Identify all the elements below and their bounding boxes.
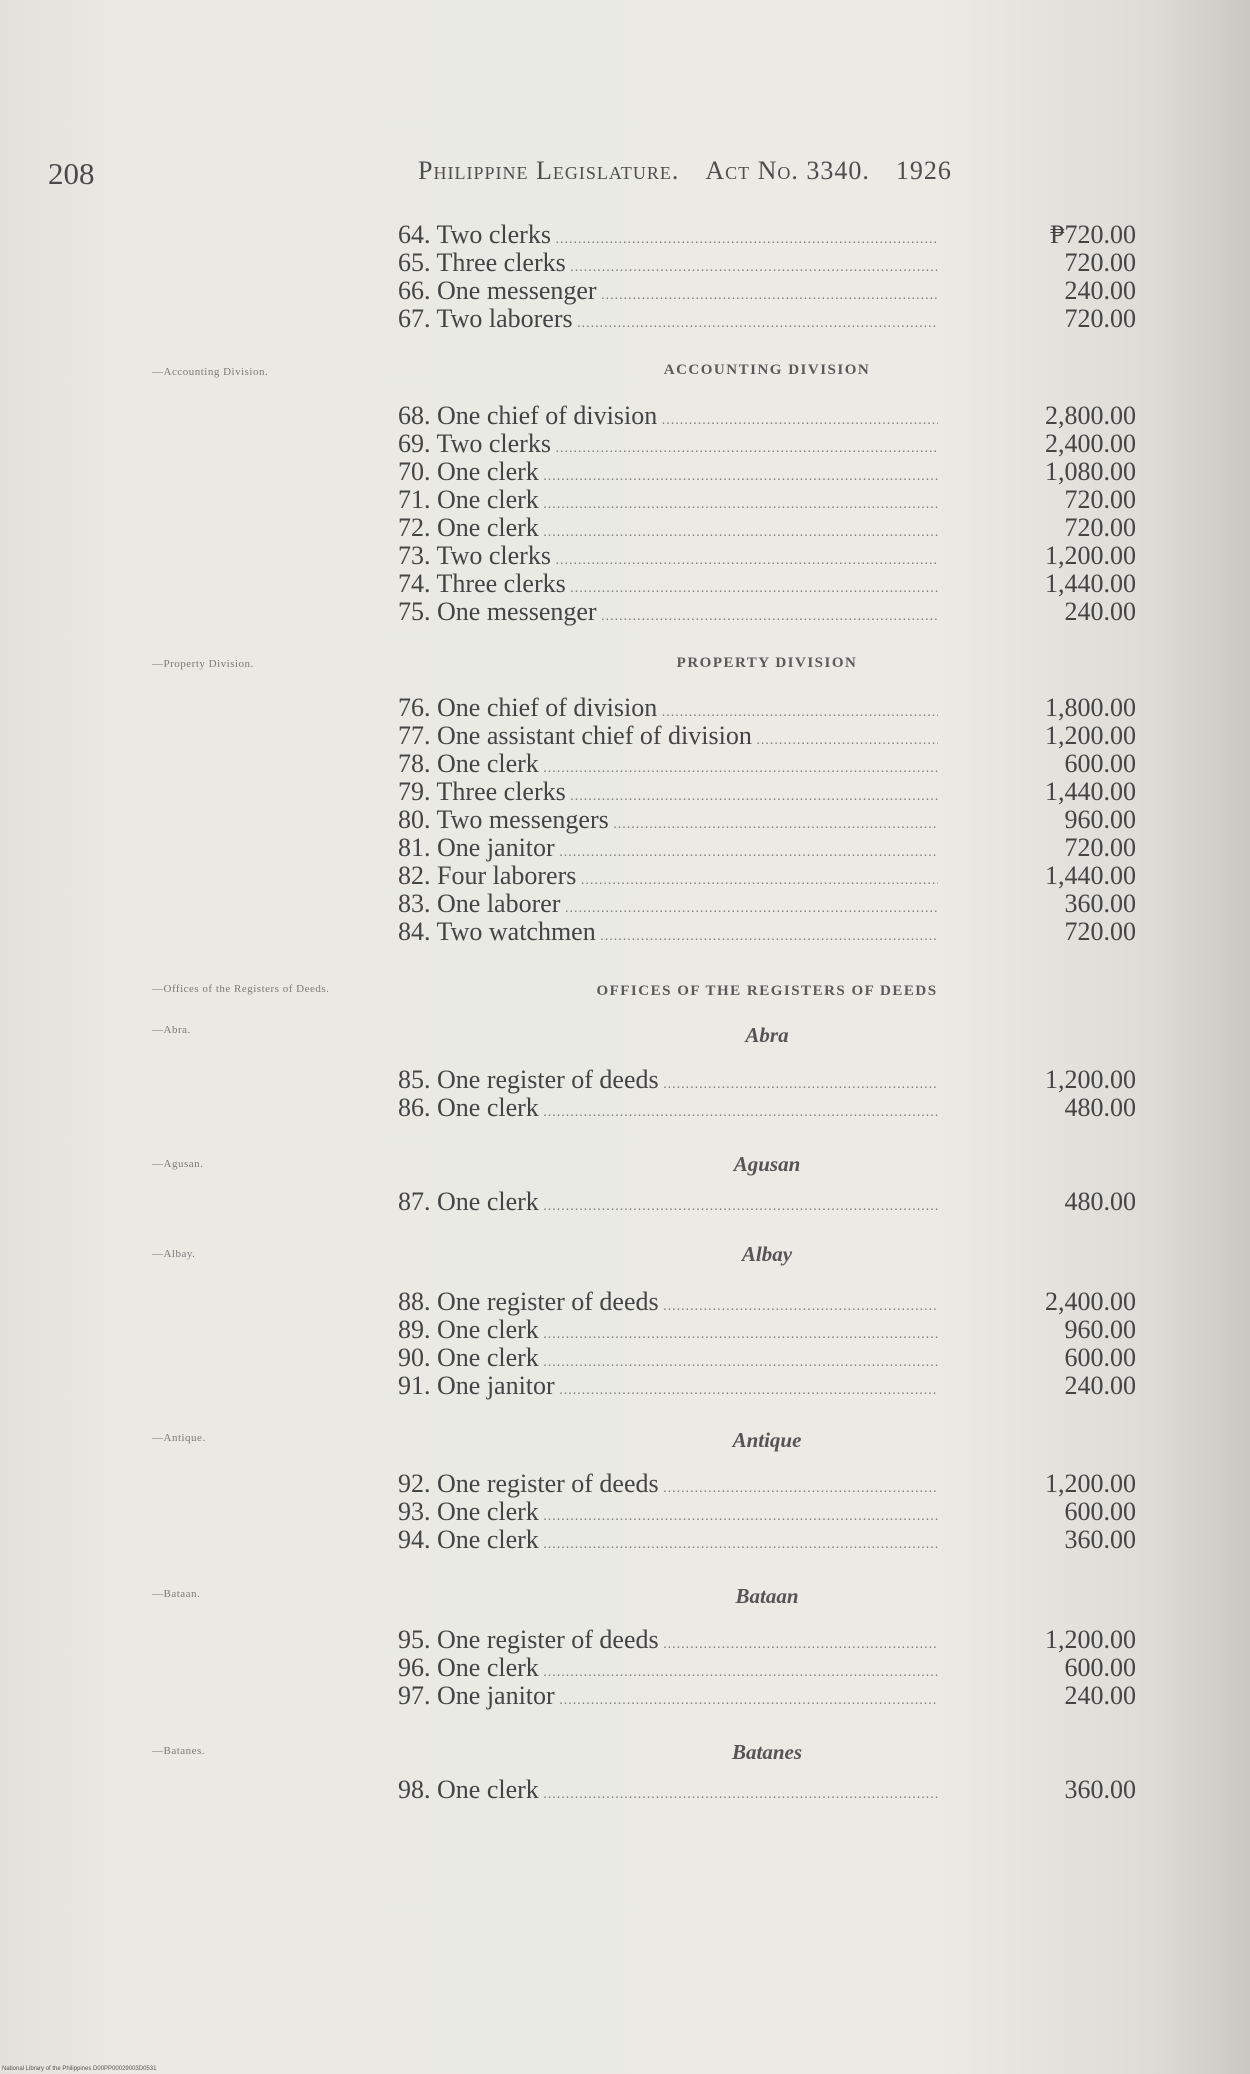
entry-amount: 600.00 [1064,1653,1136,1682]
entry-item: 75. One messenger ..... [398,598,938,631]
entry-item: 72. One clerk ..... [398,514,938,547]
entry-row [398,430,1136,458]
entry-item: 68. One chief of division ..... [398,402,938,435]
entry-item: 97. One janitor ..... [398,1682,938,1715]
entry-row [398,722,1136,750]
entry-row [398,750,1136,778]
entry-row [398,458,1136,486]
entry-row [398,1776,1136,1804]
entry-row [398,918,1136,946]
entry-item: 92. One register of deeds ..... [398,1470,938,1503]
entry-item: 66. One messenger ..... [398,277,938,310]
entry-amount: 2,400.00 [1045,1287,1136,1316]
heading-albay: Albay [741,1242,793,1266]
entry-amount: 600.00 [1064,749,1136,778]
entry-item: 73. Two clerks ..... [398,542,938,575]
entry-row [398,1626,1136,1654]
entry-item: 81. One janitor ..... [398,834,938,867]
entry-amount: 1,200.00 [1045,1065,1136,1094]
heading-abra: Abra [745,1023,789,1047]
entry-amount: 480.00 [1064,1093,1136,1122]
entry-row [398,778,1136,806]
entry-row [398,1094,1136,1122]
margin-note-agusan: —Agusan. [152,1158,204,1170]
entry-amount: 720.00 [1064,917,1136,946]
entry-amount: 240.00 [1064,597,1136,626]
entry-item: 93. One clerk ..... [398,1498,938,1531]
entry-item: 91. One janitor ..... [398,1372,938,1405]
entry-item: 65. Three clerks ..... [398,249,938,282]
margin-note-accounting: —Accounting Division. [152,366,269,378]
entry-row [398,834,1136,862]
entry-item: 67. Two laborers ..... [398,305,938,338]
heading-accounting-division: ACCOUNTING DIVISION [663,362,871,378]
margin-note-bataan: —Bataan. [152,1588,201,1600]
entry-row [398,542,1136,570]
heading-property-division: PROPERTY DIVISION [676,655,858,671]
entry-amount: 720.00 [1064,248,1136,277]
entry-item: 69. Two clerks ..... [398,430,938,463]
entry-item: 98. One clerk ..... [398,1776,938,1809]
entry-item: 76. One chief of division ..... [398,694,938,727]
heading-agusan: Agusan [733,1152,801,1176]
entry-row [398,1288,1136,1316]
entry-amount: 600.00 [1064,1343,1136,1372]
entry-amount: 1,200.00 [1045,1625,1136,1654]
act-number: Act No. 3340. [705,156,870,185]
margin-note-antique: —Antique. [152,1432,206,1444]
entry-item: 74. Three clerks ..... [398,570,938,603]
margin-note-abra: —Abra. [152,1024,191,1036]
entry-row [398,1066,1136,1094]
margin-note-albay: —Albay. [152,1248,196,1260]
entry-row [398,1498,1136,1526]
entry-amount: 1,440.00 [1045,777,1136,806]
entry-row [398,277,1136,305]
entry-item: 64. Two clerks ..... [398,221,938,254]
entry-item: 84. Two watchmen ..... [398,918,938,951]
entry-amount: 720.00 [1064,833,1136,862]
entry-item: 77. One assistant chief of division ..... [398,722,938,755]
running-head [418,156,952,186]
entry-row [398,1188,1136,1216]
entry-amount: 360.00 [1064,1525,1136,1554]
heading-bataan: Bataan [735,1584,799,1608]
heading-registers-of-deeds: OFFICES OF THE REGISTERS OF DEEDS [596,983,938,999]
year: 1926 [895,156,952,185]
entry-row [398,221,1136,249]
entry-row [398,890,1136,918]
entry-row [398,514,1136,542]
entry-row [398,694,1136,722]
entry-item: 87. One clerk ..... [398,1188,938,1221]
heading-batanes: Batanes [731,1740,802,1764]
entry-amount: 240.00 [1064,276,1136,305]
entry-amount: 960.00 [1064,805,1136,834]
entry-item: 96. One clerk ..... [398,1654,938,1687]
publication-title: Philippine Legislature. [418,156,680,185]
entry-amount: 240.00 [1064,1681,1136,1710]
entry-amount: 1,800.00 [1045,693,1136,722]
entry-amount: ₱720.00 [1050,220,1136,249]
entry-amount: 1,200.00 [1045,1469,1136,1498]
entry-amount: 960.00 [1064,1315,1136,1344]
entry-item: 88. One register of deeds ..... [398,1288,938,1321]
page-header [0,152,1250,192]
entry-row [398,806,1136,834]
entry-amount: 1,200.00 [1045,721,1136,750]
entry-amount: 480.00 [1064,1187,1136,1216]
entry-amount: 720.00 [1064,485,1136,514]
entry-item: 94. One clerk ..... [398,1526,938,1559]
entry-row [398,1654,1136,1682]
entry-amount: 240.00 [1064,1371,1136,1400]
entry-item: 83. One laborer ..... [398,890,938,923]
entry-amount: 2,800.00 [1045,401,1136,430]
entry-amount: 1,080.00 [1045,457,1136,486]
entry-row [398,862,1136,890]
entry-row [398,1316,1136,1344]
entry-row [398,1682,1136,1710]
entry-row [398,1372,1136,1400]
entry-row [398,402,1136,430]
entry-row [398,570,1136,598]
margin-note-property: —Property Division. [152,658,254,670]
entry-amount: 1,200.00 [1045,541,1136,570]
entry-item: 71. One clerk ..... [398,486,938,519]
entry-item: 86. One clerk ..... [398,1094,938,1127]
entry-item: 79. Three clerks ..... [398,778,938,811]
entry-row [398,598,1136,626]
entry-row [398,486,1136,514]
entry-item: 82. Four laborers ..... [398,862,938,895]
entry-row [398,1526,1136,1554]
entry-item: 85. One register of deeds ..... [398,1066,938,1099]
entry-item: 78. One clerk ..... [398,750,938,783]
entry-amount: 1,440.00 [1045,861,1136,890]
entry-row [398,1470,1136,1498]
entry-row [398,1344,1136,1372]
entry-amount: 720.00 [1064,513,1136,542]
entry-amount: 600.00 [1064,1497,1136,1526]
margin-note-registers: —Offices of the Registers of Deeds. [152,983,330,995]
entry-row [398,305,1136,333]
entry-item: 70. One clerk ..... [398,458,938,491]
entry-item: 89. One clerk ..... [398,1316,938,1349]
entry-amount: 1,440.00 [1045,569,1136,598]
entry-item: 90. One clerk ..... [398,1344,938,1377]
entry-amount: 360.00 [1064,889,1136,918]
entry-item: 95. One register of deeds ..... [398,1626,938,1659]
margin-note-batanes: —Batanes. [152,1745,206,1757]
scan-footer: National Library of the Philippines D00PP00029003D0531 [2,2066,157,2072]
page-number: 208 [48,156,95,191]
heading-antique: Antique [732,1428,802,1452]
entry-item: 80. Two messengers ..... [398,806,938,839]
entry-row [398,249,1136,277]
entry-amount: 720.00 [1064,304,1136,333]
entry-amount: 2,400.00 [1045,429,1136,458]
entry-amount: 360.00 [1064,1775,1136,1804]
